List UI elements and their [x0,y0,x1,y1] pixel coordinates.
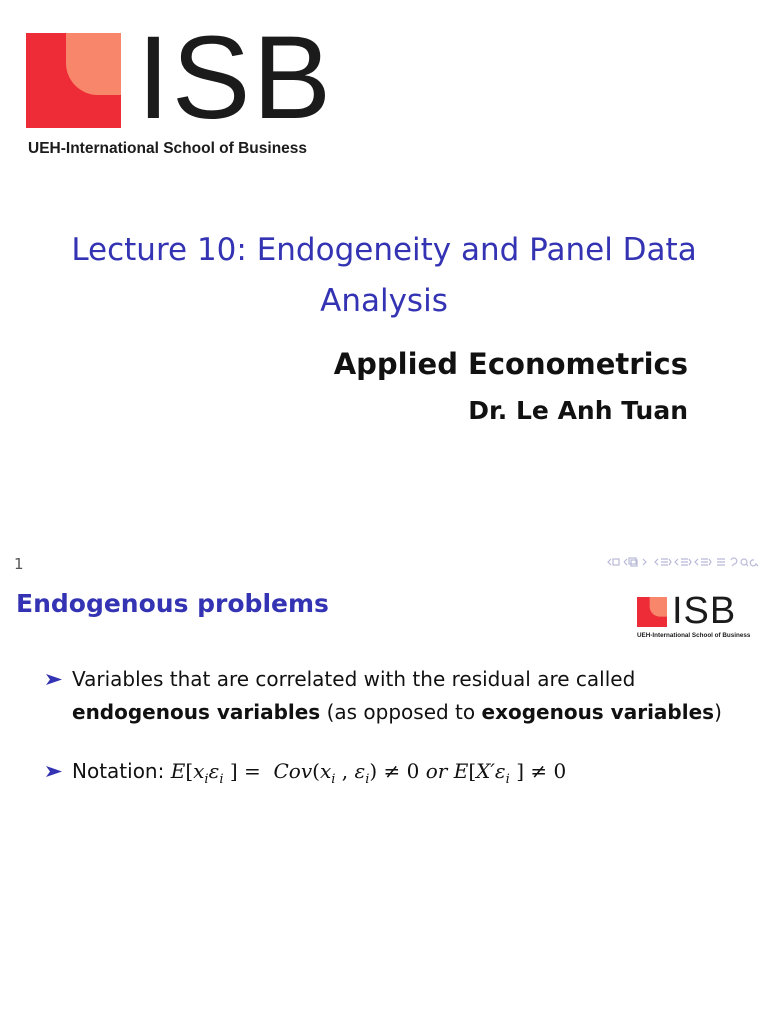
isb-logo-small [637,590,752,645]
nav-align-icon[interactable] [714,553,728,572]
bullet-triangle-icon [46,766,62,777]
frame-title: Endogenous problems [16,589,329,618]
bullet-item-notation [46,755,756,796]
nav-search-icon[interactable] [730,553,760,572]
notation-formula: $E[x_i\varepsilon_i$ ] = $Cov(x_i$ , $\varepsilon_i) \ne 0$ or $E[X'\varepsilon_i$ ] ≠ 0 [170,759,567,787]
bullet-text-part1: Variables that are correlated with the residual are called [72,667,636,691]
isb-logo-mark [26,33,121,128]
isb-logo [26,12,346,163]
nav-prev-icon[interactable] [606,553,620,572]
page-number: 1 [14,555,24,573]
nav-next-icon[interactable] [640,553,652,572]
bullet-bold-exogenous: exogenous variables [481,700,715,724]
isb-logo-letters: ISB [137,12,334,144]
nav-slide-icon[interactable] [622,553,638,572]
nav-section-icon[interactable] [674,553,692,572]
bullet-bold-endogenous: endogenous variables [72,700,321,724]
lecture-title: Lecture 10: Endogeneity and Panel Data Analysis [71,232,697,319]
course-subtitle: Applied Econometrics [333,347,688,381]
isb-logo-small-mark [637,597,667,627]
bullet-text-part3: ) [714,700,722,724]
beamer-nav-bar [606,554,760,570]
author-name: Dr. Le Anh Tuan [468,396,688,425]
isb-logo-tagline: UEH-International School of Business [28,140,308,157]
content-slide [0,545,768,1024]
bullet-list [46,663,756,796]
bullet-text-part2: (as opposed to [320,700,482,724]
bullet-triangle-icon [46,674,62,685]
notation-label: Notation: [72,759,171,783]
isb-logo-small-letters: ISB [672,590,737,632]
nav-frame-icon[interactable] [654,553,672,572]
bullet-item-endogenous [46,663,756,729]
nav-subsection-icon[interactable] [694,553,712,572]
isb-logo-small-tagline: UEH-International School of Business [637,632,751,639]
